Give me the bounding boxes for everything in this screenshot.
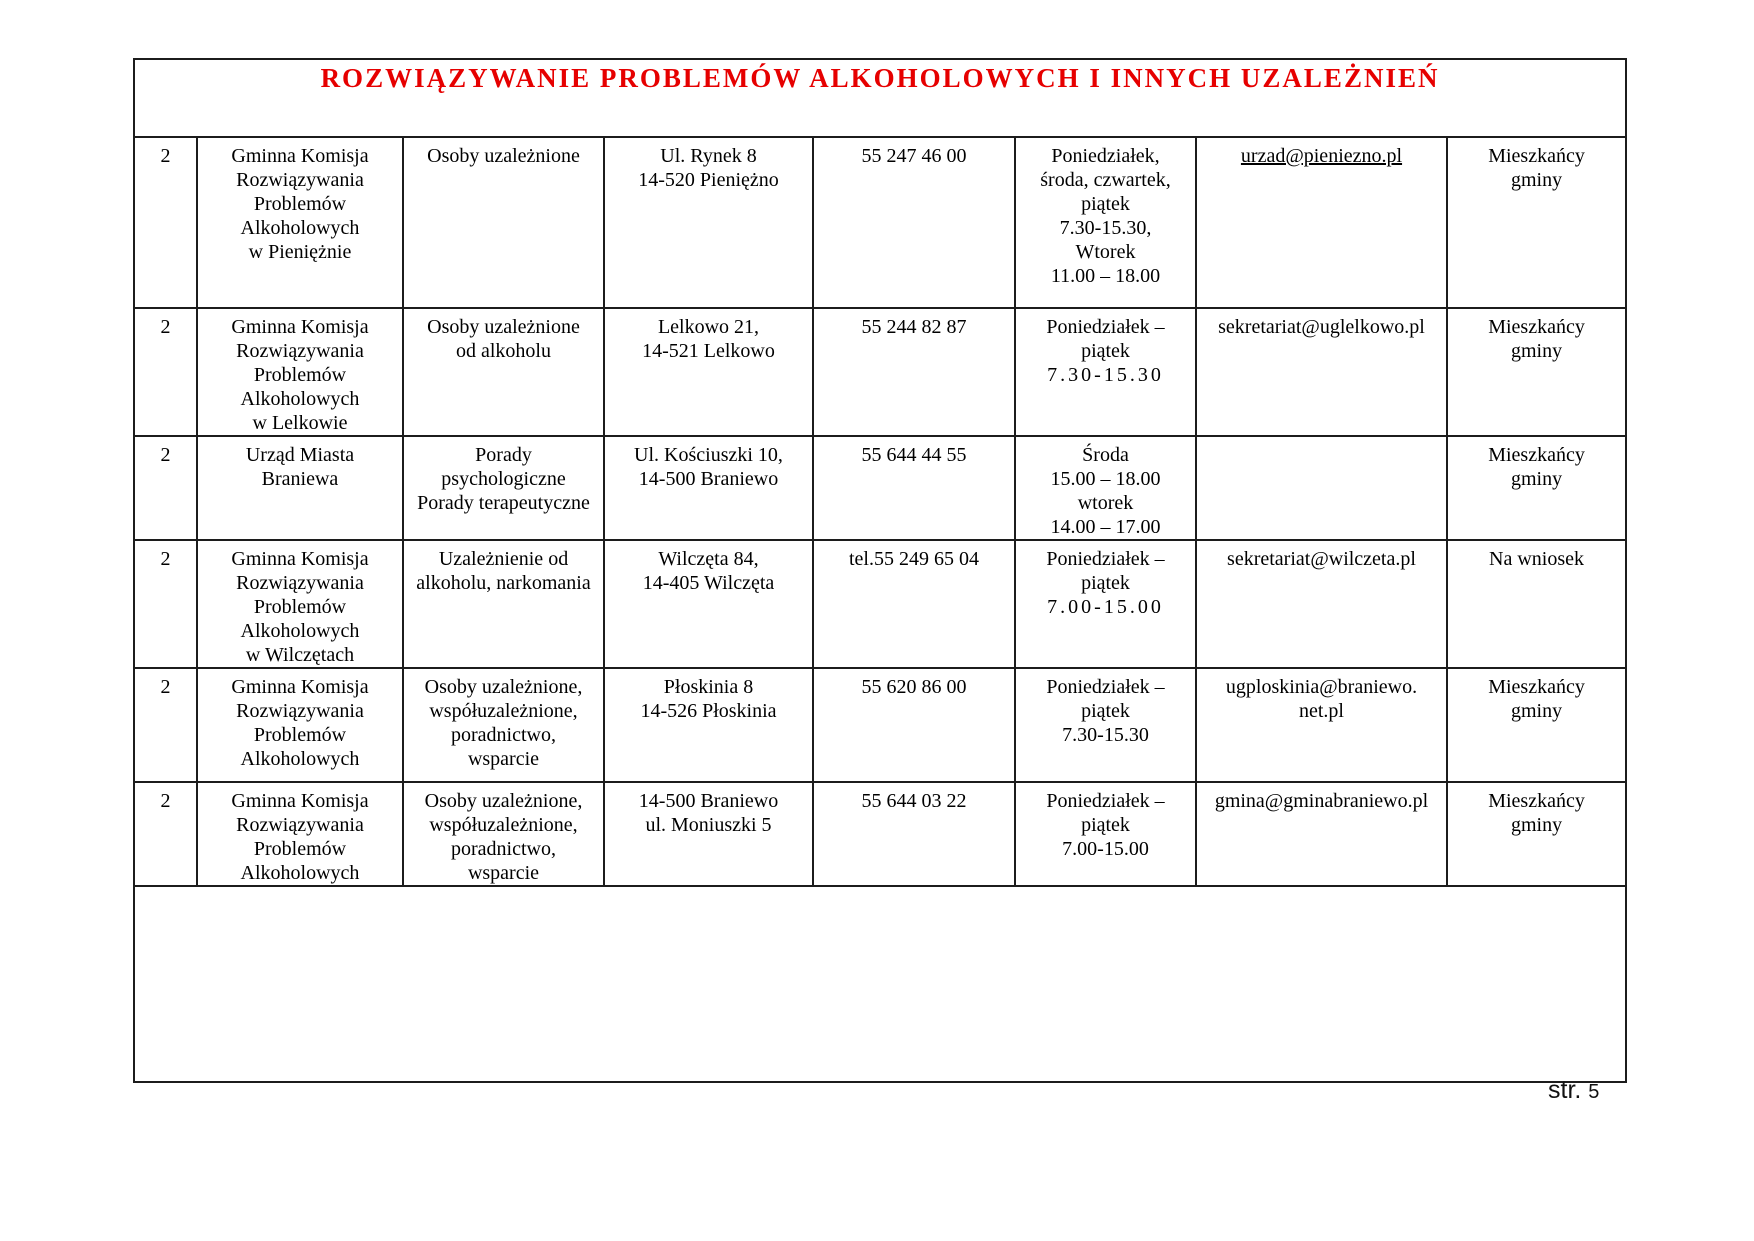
cell-line: Gminna Komisja <box>231 676 369 698</box>
cell-line: 7.00-15.00 <box>1047 596 1164 618</box>
cell-hours <box>1015 540 1196 668</box>
cell-line: Problemów <box>253 724 347 746</box>
cell-line: piątek <box>1081 700 1130 722</box>
footer-page-label: str. <box>1548 1076 1582 1104</box>
cell-email <box>1196 436 1447 540</box>
cell-line: od alkoholu <box>456 340 551 362</box>
cell-line: Porady <box>475 444 532 466</box>
cell-line: Problemów <box>253 364 347 386</box>
cell-no <box>134 308 197 436</box>
cell-services <box>403 668 604 782</box>
cell-line: piątek <box>1081 340 1130 362</box>
cell-address <box>604 668 813 782</box>
cell-line: Płoskinia 8 <box>663 676 754 698</box>
cell-line: Porady terapeutyczne <box>417 492 590 514</box>
cell-line: 11.00 – 18.00 <box>1050 265 1161 287</box>
cell-audience <box>1447 308 1626 436</box>
cell-hours <box>1015 668 1196 782</box>
cell-line: 2 <box>160 548 171 570</box>
cell-line: 55 644 44 55 <box>861 444 967 466</box>
cell-line: Gminna Komisja <box>231 145 369 167</box>
cell-audience <box>1447 782 1626 886</box>
cell-line: Rozwiązywania <box>236 169 364 191</box>
cell-line: Rozwiązywania <box>236 572 364 594</box>
cell-line: Ul. Kościuszki 10, <box>634 444 783 466</box>
cell-line: 14-526 Płoskinia <box>640 700 777 722</box>
cell-line: współuzależnione, <box>429 814 578 836</box>
cell-line: 14-520 Pieniężno <box>638 169 779 191</box>
cell-email <box>1196 137 1447 308</box>
cell-line: Alkoholowych <box>240 748 360 770</box>
document-table-container <box>133 58 1627 1083</box>
cell-line: 14-405 Wilczęta <box>642 572 775 594</box>
cell-email <box>1196 540 1447 668</box>
cell-line: Poniedziałek – <box>1046 316 1165 338</box>
cell-line: wsparcie <box>467 748 540 770</box>
cell-line: w Lelkowie <box>252 412 348 434</box>
cell-line: 2 <box>160 790 171 812</box>
cell-line: 55 247 46 00 <box>861 145 967 167</box>
cell-line: Osoby uzależnione <box>427 145 580 167</box>
cell-line: Problemów <box>253 193 347 215</box>
cell-line: gminy <box>1510 340 1563 362</box>
cell-no <box>134 137 197 308</box>
cell-no <box>134 668 197 782</box>
cell-address <box>604 436 813 540</box>
cell-hours <box>1015 137 1196 308</box>
cell-address <box>604 308 813 436</box>
cell-line: Osoby uzależnione, <box>424 676 583 698</box>
cell-line: w Pieniężnie <box>248 241 352 263</box>
cell-line: Osoby uzależnione, <box>424 790 583 812</box>
cell-line: Alkoholowych <box>240 862 360 884</box>
cell-line: 14-500 Braniewo <box>638 790 779 812</box>
cell-line: 2 <box>160 444 171 466</box>
cell-line: Uzależnienie od <box>438 548 569 570</box>
cell-line: Wtorek <box>1075 241 1136 263</box>
email-link[interactable]: urzad@pieniezno.pl <box>1240 145 1403 167</box>
cell-line: 2 <box>160 316 171 338</box>
cell-line: sekretariat@wilczeta.pl <box>1227 548 1416 570</box>
cell-phone <box>813 308 1015 436</box>
cell-line: ul. Moniuszki 5 <box>645 814 772 836</box>
table-row <box>134 137 1626 308</box>
page-title: ROZWIĄZYWANIE PROBLEMÓW ALKOHOLOWYCH I INNYCH UZALEŻNIEŃ <box>134 59 1626 137</box>
cell-line: ugploskinia@braniewo. <box>1225 676 1418 698</box>
cell-line: Alkoholowych <box>240 388 360 410</box>
cell-hours <box>1015 782 1196 886</box>
cell-line: Poniedziałek – <box>1046 790 1165 812</box>
cell-hours <box>1015 436 1196 540</box>
cell-line: Mieszkańcy <box>1488 444 1585 466</box>
cell-email <box>1196 308 1447 436</box>
cell-no <box>134 436 197 540</box>
cell-line: Braniewa <box>261 468 339 490</box>
cell-no <box>134 782 197 886</box>
cell-line: Mieszkańcy <box>1488 145 1585 167</box>
cell-audience <box>1447 137 1626 308</box>
cell-line: Rozwiązywania <box>236 700 364 722</box>
cell-phone <box>813 668 1015 782</box>
cell-services <box>403 137 604 308</box>
cell-line: Lelkowo 21, <box>657 316 760 338</box>
addictions-help-table <box>133 58 1627 1083</box>
cell-line: 7.30-15.30 <box>1047 364 1164 386</box>
cell-audience <box>1447 436 1626 540</box>
cell-line: piątek <box>1081 193 1130 215</box>
page-footer <box>1548 1076 1668 1105</box>
cell-name <box>197 540 403 668</box>
cell-line: Wilczęta 84, <box>658 548 759 570</box>
cell-phone <box>813 782 1015 886</box>
cell-email <box>1196 782 1447 886</box>
cell-line: Alkoholowych <box>240 217 360 239</box>
cell-line: Problemów <box>253 838 347 860</box>
cell-line: 15.00 – 18.00 <box>1050 468 1161 490</box>
cell-line: Mieszkańcy <box>1488 316 1585 338</box>
cell-line: Gminna Komisja <box>231 316 369 338</box>
cell-audience <box>1447 668 1626 782</box>
cell-name <box>197 436 403 540</box>
cell-line: 14-500 Braniewo <box>638 468 779 490</box>
cell-services <box>403 782 604 886</box>
footer-page-number: 5 <box>1588 1081 1600 1103</box>
cell-line: Rozwiązywania <box>236 814 364 836</box>
cell-services <box>403 540 604 668</box>
cell-address <box>604 782 813 886</box>
cell-line: Ul. Rynek 8 <box>660 145 757 167</box>
empty-area <box>134 886 1626 1082</box>
cell-line: 14.00 – 17.00 <box>1050 516 1161 538</box>
cell-line: gminy <box>1510 169 1563 191</box>
cell-audience <box>1447 540 1626 668</box>
cell-line: Środa <box>1082 444 1129 466</box>
cell-line: 55 244 82 87 <box>861 316 967 338</box>
cell-phone <box>813 540 1015 668</box>
cell-line: 2 <box>160 145 171 167</box>
cell-line: współuzależnione, <box>429 700 578 722</box>
cell-services <box>403 308 604 436</box>
cell-email <box>1196 668 1447 782</box>
table-row <box>134 540 1626 668</box>
cell-line: Alkoholowych <box>240 620 360 642</box>
cell-line: alkoholu, narkomania <box>416 572 591 594</box>
cell-line: poradnictwo, <box>451 724 556 746</box>
cell-no <box>134 540 197 668</box>
cell-phone <box>813 137 1015 308</box>
cell-line: 14-521 Lelkowo <box>642 340 775 362</box>
cell-line: Problemów <box>253 596 347 618</box>
title-row <box>134 59 1626 137</box>
cell-line: wsparcie <box>467 862 540 884</box>
cell-line: sekretariat@uglelkowo.pl <box>1218 316 1425 338</box>
cell-line: Osoby uzależnione <box>427 316 580 338</box>
cell-line: 55 620 86 00 <box>861 676 967 698</box>
cell-phone <box>813 436 1015 540</box>
cell-hours <box>1015 308 1196 436</box>
cell-line: 7.00-15.00 <box>1062 838 1149 860</box>
cell-line: 7.30-15.30 <box>1062 724 1149 746</box>
cell-line: gmina@gminabraniewo.pl <box>1214 790 1429 812</box>
cell-line: gminy <box>1510 468 1563 490</box>
cell-name <box>197 668 403 782</box>
cell-name <box>197 782 403 886</box>
cell-line: Gminna Komisja <box>231 548 369 570</box>
cell-address <box>604 137 813 308</box>
cell-line: Urząd Miasta <box>245 444 355 466</box>
cell-line: 7.30-15.30, <box>1059 217 1152 239</box>
cell-line: Rozwiązywania <box>236 340 364 362</box>
cell-line: Gminna Komisja <box>231 790 369 812</box>
cell-name <box>197 308 403 436</box>
cell-line: wtorek <box>1077 492 1134 514</box>
table-row <box>134 436 1626 540</box>
cell-line: Poniedziałek, <box>1051 145 1160 167</box>
cell-line: piątek <box>1081 814 1130 836</box>
cell-line: tel.55 249 65 04 <box>849 548 979 570</box>
cell-line: w Wilczętach <box>245 644 355 666</box>
table-row <box>134 668 1626 782</box>
table-row <box>134 782 1626 886</box>
cell-line: gminy <box>1510 814 1563 836</box>
cell-line: Mieszkańcy <box>1488 676 1585 698</box>
cell-line: środa, czwartek, <box>1040 169 1171 191</box>
cell-name <box>197 137 403 308</box>
cell-line: Na wniosek <box>1489 548 1584 570</box>
cell-line: net.pl <box>1299 700 1344 722</box>
cell-line: 2 <box>160 676 171 698</box>
cell-line: 55 644 03 22 <box>861 790 967 812</box>
cell-services <box>403 436 604 540</box>
cell-line: psychologiczne <box>441 468 566 490</box>
cell-line: poradnictwo, <box>451 838 556 860</box>
cell-line: piątek <box>1081 572 1130 594</box>
cell-line: gminy <box>1510 700 1563 722</box>
table-row <box>134 308 1626 436</box>
cell-line: Mieszkańcy <box>1488 790 1585 812</box>
empty-filler-row <box>134 886 1626 1082</box>
cell-address <box>604 540 813 668</box>
cell-line: Poniedziałek – <box>1046 548 1165 570</box>
cell-line: Poniedziałek – <box>1046 676 1165 698</box>
